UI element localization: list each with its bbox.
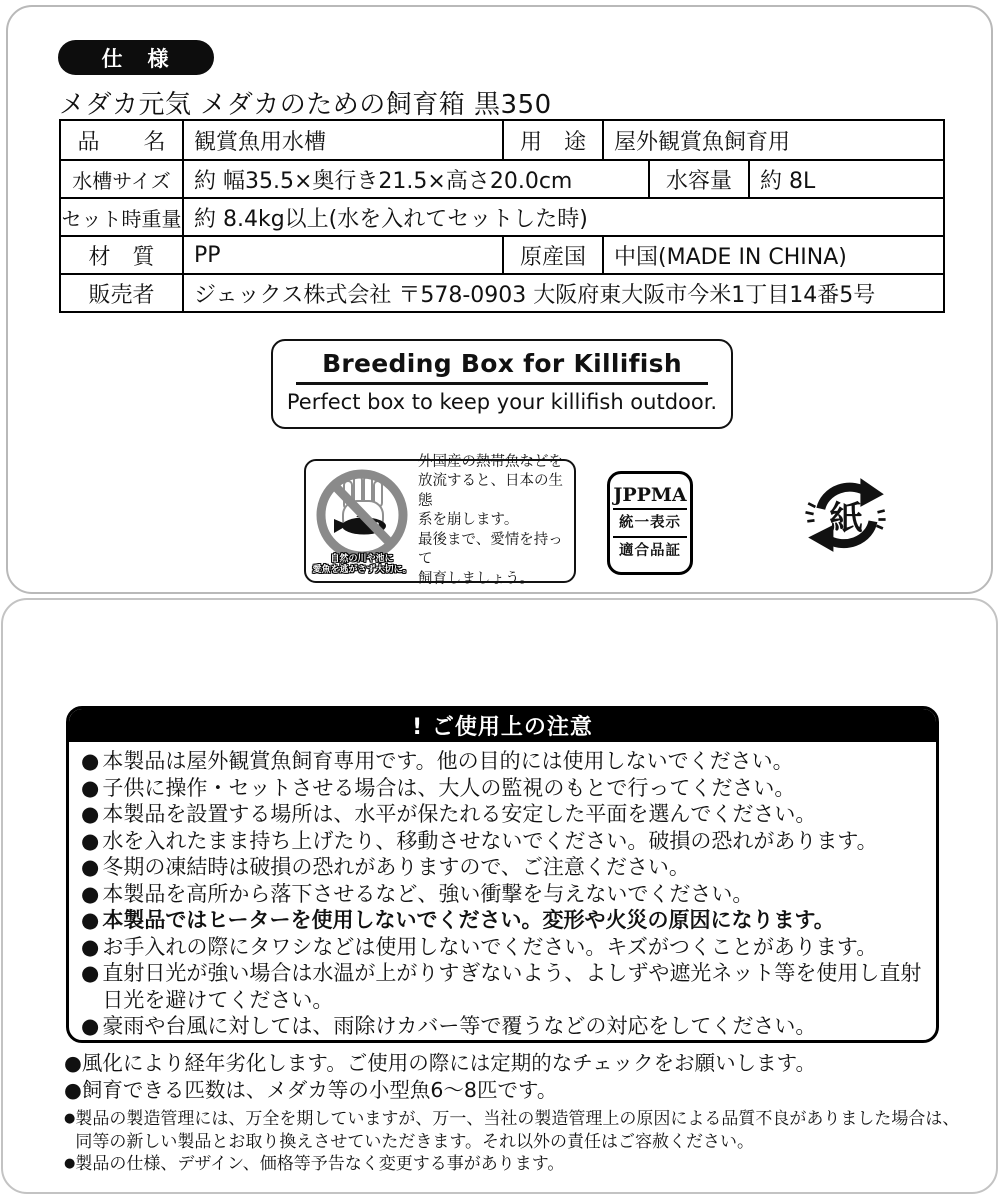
spec-weight-label: セット時重量 [61,206,182,231]
divider [296,382,708,385]
no-release-icon [310,465,414,577]
list-item-text: 飼育できる匹数は、メダカ等の小型魚6〜8匹です。 [81,1078,558,1102]
bullet-icon: ● [81,934,100,959]
spec-table [59,119,945,313]
list-item-text: 豪雨や台風に対しては、雨除けカバー等で覆うなどの対応をしてください。 [102,1014,817,1038]
product-title: メダカ元気 メダカのための飼育箱 黒350 [59,90,552,120]
english-subtitle: Perfect box to keep your killifish outdoor. [286,389,718,414]
spec-weight-value: 約 8.4kg以上(水を入れてセットした時) [182,199,943,235]
caution-item [81,801,926,828]
spec-seller-value: ジェックス株式会社 〒578-0903 大阪府東大阪市今米1丁目14番5号 [182,275,943,311]
bullet-icon: ● [81,881,100,906]
caution-header: ! ご使用上の注意 [69,709,936,742]
no-release-text-line [418,453,568,473]
no-release-caption-line1: 自然の川や池に [330,554,394,564]
caution-item [81,907,926,934]
spec-material-value: PP [182,237,502,273]
caution-item [81,775,926,802]
list-item-text: 本製品を設置する場所は、水平が保たれる安定した平面を選んでください。 [102,802,817,826]
table-row [61,197,943,235]
spec-origin-value: 中国(MADE IN CHINA) [602,237,943,273]
caution-item [81,828,926,855]
no-release-text-line [418,531,568,570]
bullet-icon: ● [64,1156,76,1171]
list-item-text: 子供に操作・セットさせる場合は、大人の監視のもとで行ってください。 [102,775,796,800]
spec-seller-label: 販売者 [88,282,155,308]
bullet-icon: ● [81,961,100,985]
caution-item [81,748,926,775]
list-item-text: 本製品は屋外観賞魚飼育専用です。他の目的には使用しないでください。 [102,749,794,773]
paper-recycling-mark [801,465,891,565]
spec-name-value: 観賞魚用水槽 [182,121,502,159]
bullet-icon: ● [64,1051,82,1075]
bullet-icon: ● [81,1014,100,1038]
list-item-text: 飼育しましょう。 [418,570,534,587]
no-release-text-line [418,570,568,590]
jppma-label: JPPMA [613,484,687,506]
table-row [61,159,943,197]
caution-item [81,960,926,1013]
spec-material-label: 材 質 [88,244,155,270]
table-row [61,273,943,311]
fine-note-item [64,1153,964,1176]
fine-notes-list [64,1108,964,1176]
list-item-text: 水を入れたまま持ち上げたり、移動させないでください。破損の恐れがあります。 [102,828,878,853]
bullet-icon: ● [81,775,100,800]
list-item-text: 放流すると、日本の生態 [418,473,563,509]
spec-badge [58,40,214,75]
bullet-icon: ● [64,1078,82,1102]
no-release-caption [310,554,414,575]
no-release-text [418,453,568,590]
list-item-text: 直射日光が強い場合は水温が上がりすぎないよう、よしずや遮光ネット等を使用し直射日光を避けてください。 [102,961,922,1012]
spec-use-label: 用 途 [502,121,602,159]
list-item-text: 本製品を高所から落下させるなど、強い衝撃を与えないでください。 [102,881,754,906]
list-item-text: 外国産の熱帯魚などを [418,453,563,470]
list-item-text: 風化により経年劣化します。ご使用の際には定期的なチェックをお願いします。 [81,1051,816,1075]
caution-list [69,742,936,1040]
spec-use-value: 屋外観賞魚飼育用 [602,121,943,159]
caution-panel [1,598,998,1194]
table-row [61,121,943,159]
jppma-line2: 統一表示 [619,515,681,531]
spec-name-label: 品 名 [77,129,166,155]
caution-item [81,881,926,908]
post-note-item [64,1050,964,1077]
no-release-text-line [418,472,568,511]
spec-capacity-value: 約 8L [748,161,943,197]
spec-capacity-label: 水容量 [648,161,748,197]
bullet-icon: ● [81,908,100,932]
bullet-icon: ● [81,802,100,826]
caution-item [81,1013,926,1040]
english-title: Breeding Box for Killifish [322,349,682,378]
list-item-text: 冬期の凍結時は破損の恐れがありますので、ご注意ください。 [102,855,690,879]
no-release-text-line [418,511,568,531]
spec-size-value: 約 幅35.5×奥行き21.5×高さ20.0cm [182,161,648,197]
caution-item [81,934,926,961]
list-item-text: 製品の製造管理には、万全を期していますが、万一、当社の製造管理上の原因による品質不良がありました場合は、同等の新しい製品とお取り換えさせていただきます。それ以外の責任はご容赦ください。 [75,1109,960,1152]
spec-size-label: 水槽サイズ [72,168,171,193]
spec-panel [6,5,993,594]
spec-origin-label: 原産国 [502,237,602,273]
bullet-icon: ● [81,855,100,879]
jppma-badge [607,471,693,575]
fine-note-item [64,1108,964,1153]
no-release-notice [304,453,576,587]
list-item-text: 系を崩します。 [418,512,519,529]
bullet-icon: ● [64,1111,76,1126]
post-note-item [64,1077,964,1104]
list-item-text: 本製品ではヒーターを使用しないでください。変形や火災の原因になります。 [102,908,835,932]
bullet-icon: ● [81,828,100,853]
post-notes-list [64,1050,964,1104]
no-release-caption-line2: 愛魚を逃がさず大切に。 [312,564,412,575]
caution-box [66,706,939,1043]
bullet-icon: ● [81,749,100,773]
jppma-line3: 適合品証 [619,543,681,559]
list-item-text: 最後まで、愛情を持って [418,531,563,568]
table-row [61,235,943,273]
list-item-text: お手入れの際にタワシなどは使用しないでください。キズがつくことがあります。 [102,934,878,959]
list-item-text: 製品の仕様、デザイン、価格等予告なく変更する事があります。 [75,1154,565,1174]
paper-mark-label: 紙 [829,498,863,539]
english-tagline-box [271,339,733,429]
spec-badge-label: 仕 様 [101,46,171,71]
caution-item [81,854,926,881]
